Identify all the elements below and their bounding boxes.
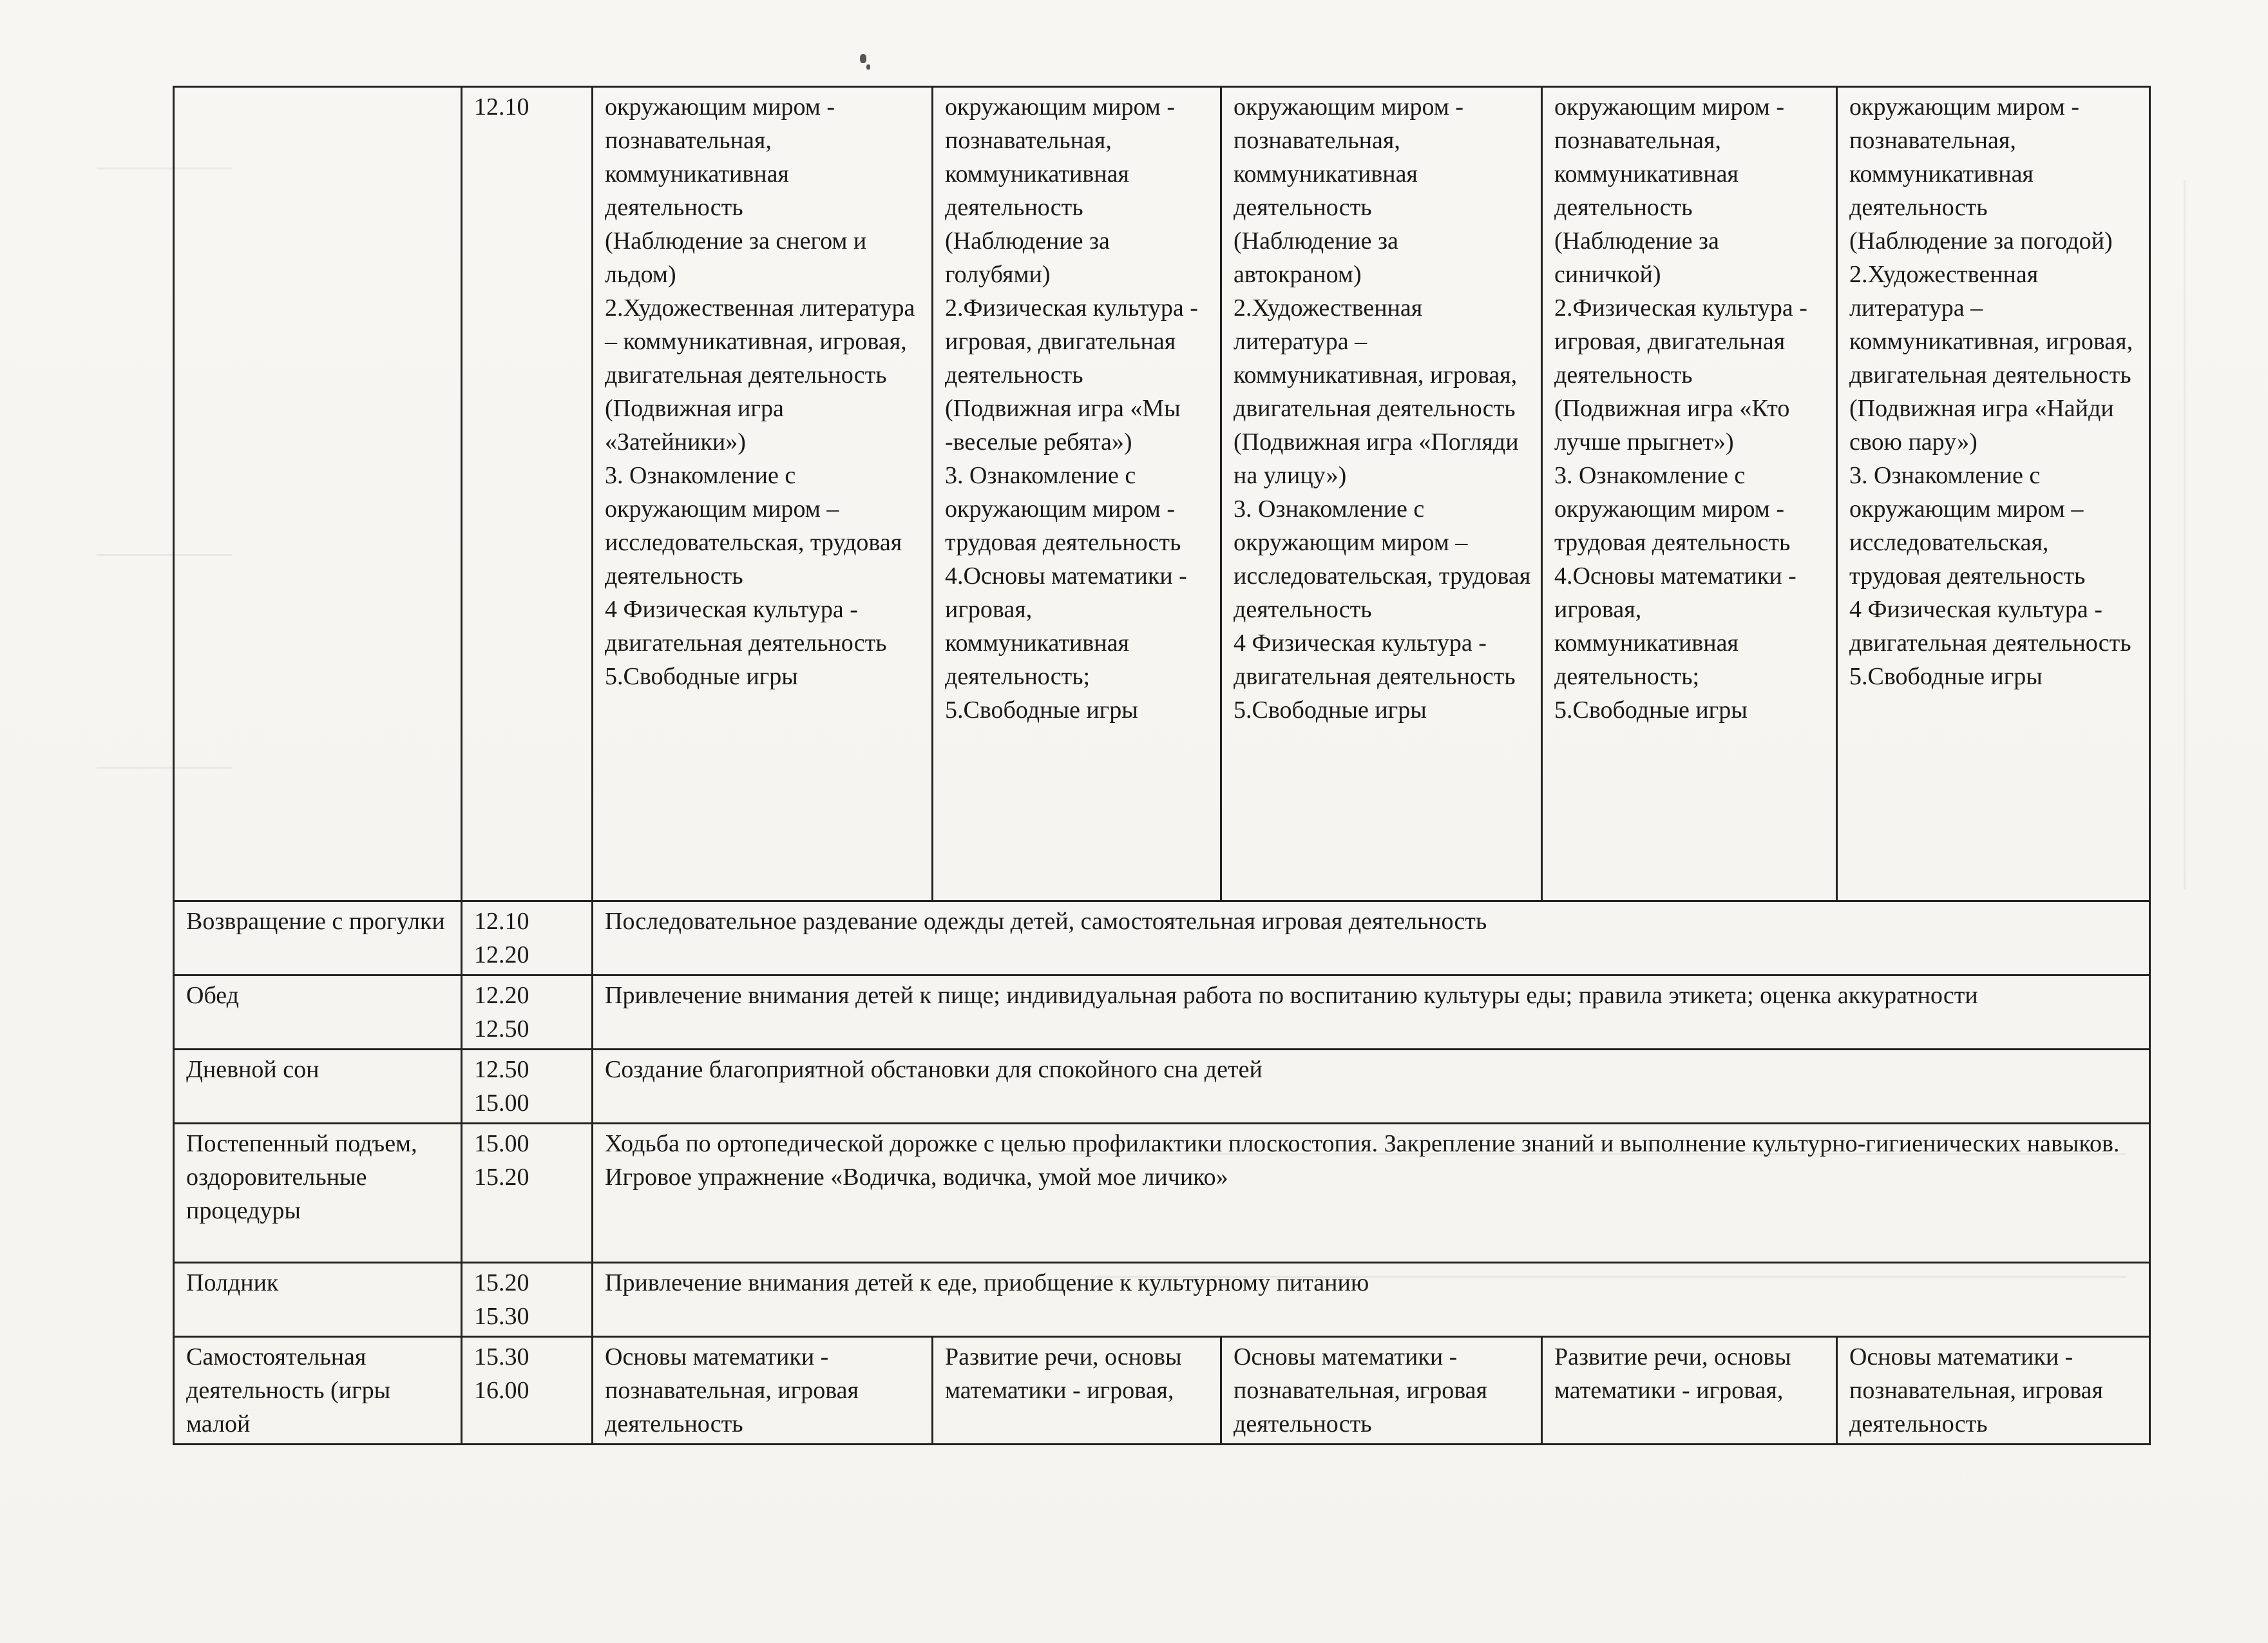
cell-time: 15.20 15.30 bbox=[462, 1263, 593, 1337]
cell-description: Привлечение внимания детей к пище; индивидуальная работа по воспитанию культуры еды; правила этикета; оценка аккуратности bbox=[593, 975, 2150, 1050]
bleed-through-line bbox=[2184, 180, 2186, 889]
cell-activity-name: Самостоятельная деятельность (игры малой bbox=[174, 1337, 462, 1445]
cell-friday: окружающим миром - познавательная, коммуникативная деятельность (Наблюдение за погодой) 2.Художественная литература – коммуникативная, игровая, двигательная деятельность (Подвижная игра «Найди свою пару») 3. Ознакомление с окружающим миром – исследовательская, трудовая деятельность 4 Физическая культура - двигательная деятельность 5.Свободные игры bbox=[1837, 87, 2150, 901]
table-row-afternoon-snack bbox=[174, 1263, 2150, 1337]
cell-activity-name: Постепенный подъем, оздоровительные процедуры bbox=[174, 1124, 462, 1263]
cell-description: Ходьба по ортопедической дорожке с целью профилактики плоскостопия. Закрепление знаний и выполнение культурно-гигиенических навыков. Игровое упражнение «Водичка, водичка, умой мое личико» bbox=[593, 1124, 2150, 1263]
cell-time: 12.10 12.20 bbox=[462, 901, 593, 975]
cell-time: 12.20 12.50 bbox=[462, 975, 593, 1050]
scan-speck bbox=[866, 64, 870, 70]
table-row-wakeup bbox=[174, 1124, 2150, 1263]
cell-time: 12.10 bbox=[462, 87, 593, 901]
cell-tuesday: Развитие речи, основы математики - игровая, bbox=[933, 1337, 1221, 1445]
cell-description: Последовательное раздевание одежды детей, самостоятельная игровая деятельность bbox=[593, 901, 2150, 975]
cell-activity-name-empty bbox=[174, 87, 462, 901]
cell-wednesday: Основы математики - познавательная, игровая деятельность bbox=[1221, 1337, 1542, 1445]
table-row-walk bbox=[174, 87, 2150, 901]
cell-activity-name: Дневной сон bbox=[174, 1050, 462, 1124]
cell-monday: окружающим миром - познавательная, коммуникативная деятельность (Наблюдение за снегом и льдом) 2.Художественная литература – коммуникативная, игровая, двигательная деятельность (Подвижная игра «Затейники») 3. Ознакомление с окружающим миром – исследовательская, трудовая деятельность 4 Физическая культура - двигательная деятельность 5.Свободные игры bbox=[593, 87, 933, 901]
table-row-independent-activity bbox=[174, 1337, 2150, 1445]
table-row-return-from-walk bbox=[174, 901, 2150, 975]
cell-wednesday: окружающим миром - познавательная, коммуникативная деятельность (Наблюдение за автокраном) 2.Художественная литература – коммуникативная, игровая, двигательная деятельность (Подвижная игра «Погляди на улицу») 3. Ознакомление с окружающим миром – исследовательская, трудовая деятельность 4 Физическая культура - двигательная деятельность 5.Свободные игры bbox=[1221, 87, 1542, 901]
table-row-nap bbox=[174, 1050, 2150, 1124]
cell-thursday: Развитие речи, основы математики - игровая, bbox=[1542, 1337, 1837, 1445]
cell-friday: Основы математики - познавательная, игровая деятельность bbox=[1837, 1337, 2150, 1445]
cell-activity-name: Полдник bbox=[174, 1263, 462, 1337]
cell-time: 15.30 16.00 bbox=[462, 1337, 593, 1445]
table-row-lunch bbox=[174, 975, 2150, 1050]
daily-schedule-table bbox=[173, 86, 2151, 1445]
cell-tuesday: окружающим миром - познавательная, коммуникативная деятельность (Наблюдение за голубями) 2.Физическая культура - игровая, двигательная деятельность (Подвижная игра «Мы -веселые ребята») 3. Ознакомление с окружающим миром - трудовая деятельность 4.Основы математики - игровая, коммуникативная деятельность; 5.Свободные игры bbox=[933, 87, 1221, 901]
cell-description: Привлечение внимания детей к еде, приобщение к культурному питанию bbox=[593, 1263, 2150, 1337]
cell-activity-name: Возвращение с прогулки bbox=[174, 901, 462, 975]
scan-speck bbox=[860, 54, 866, 63]
cell-description: Создание благоприятной обстановки для спокойного сна детей bbox=[593, 1050, 2150, 1124]
cell-activity-name: Обед bbox=[174, 975, 462, 1050]
cell-monday: Основы математики - познавательная, игровая деятельность bbox=[593, 1337, 933, 1445]
cell-thursday: окружающим миром - познавательная, коммуникативная деятельность (Наблюдение за синичкой) 2.Физическая культура - игровая, двигательная деятельность (Подвижная игра «Кто лучше прыгнет») 3. Ознакомление с окружающим миром - трудовая деятельность 4.Основы математики - игровая, коммуникативная деятельность; 5.Свободные игры bbox=[1542, 87, 1837, 901]
cell-time: 12.50 15.00 bbox=[462, 1050, 593, 1124]
cell-time: 15.00 15.20 bbox=[462, 1124, 593, 1263]
